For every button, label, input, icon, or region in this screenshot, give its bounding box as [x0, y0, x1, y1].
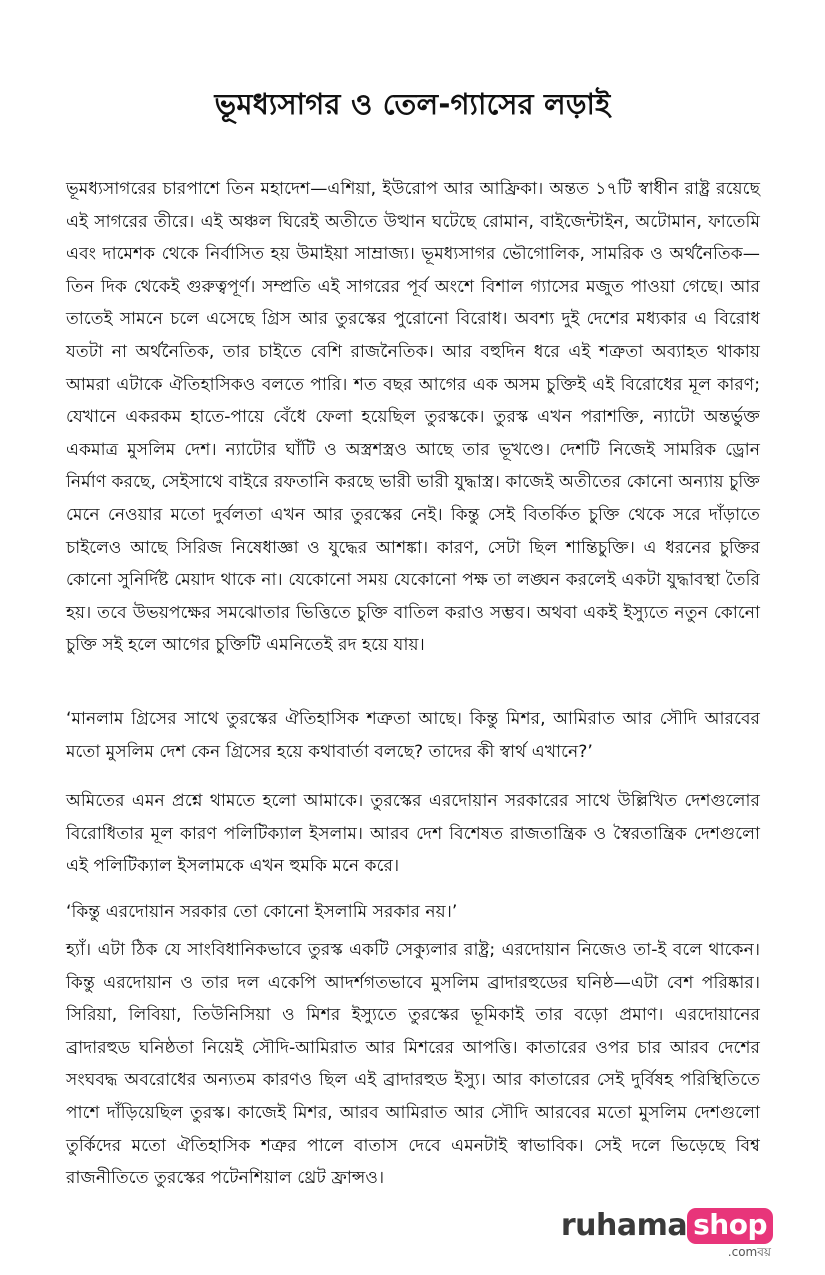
- page-title: ভূমধ্যসাগর ও তেল-গ্যাসের লড়াই: [214, 87, 611, 121]
- paragraph-5: হ্যাঁ। এটা ঠিক যে সাংবিধানিকভাবে তুরস্ক একটি সেক্যুলার রাষ্ট্র; এরদোয়ান নিজেও তা-ই বলে থাকেন। কিন্তু এরদোয়ান ও তার দল একেপি আদর্শগতভাবে মুসলিম ব্রাদারহুডের ঘনিষ্ঠ—এটা বেশ পরিষ্কার। সিরিয়া, লিবিয়া, তিউনিসিয়া ও মিশর ইস্যুতে তুরস্কের ভূমিকাই তার বড়ো প্রমাণ। এরদোয়ানের ব্রাদারহুড ঘনিষ্ঠতা নিয়েই সৌদি-আমিরাত আর মিশরের আপত্তি। কাতারের ওপর চার আরব দেশের সংঘবদ্ধ অবরোধের অন্যতম কারণও ছিল এই ব্রাদারহুড ইস্যু। আর কাতারের সেই দুর্বিষহ পরিস্থিতিতে পাশে দাঁড়িয়েছিল তুরস্ক। কাজেই মিশর, আরব আমিরাত আর সৌদি আরবের মতো মুসলিম দেশগুলো তুর্কিদের মতো ঐতিহাসিক শত্রুর পালে বাতাস দেবে এমনটাই স্বাভাবিক। সেই দলে ভিড়েছে বিশ্ব রাজনীতিতে তুরস্কের পটেনশিয়াল থ্রেট ফ্রান্সও।: [66, 940, 760, 1189]
- paragraph-2-quote: ‘মানলাম গ্রিসের সাথে তুরস্কের ঐতিহাসিক শত্রুতা আছে। কিন্তু মিশর, আমিরাত আর সৌদি আরবের মতো মুসলিম দেশ কেন গ্রিসের হয়ে কথাবার্তা বলছে? তাদের কী স্বার্থ এখানে?’: [66, 709, 760, 762]
- paragraph-4-quote: ‘কিন্তু এরদোয়ান সরকার তো কোনো ইসলামি সরকার নয়।’: [66, 902, 458, 922]
- ruhamashop-logo: [561, 1208, 773, 1258]
- logo-brand-text: ruhama: [560, 1208, 688, 1243]
- logo-shop-group: [687, 1208, 773, 1259]
- logo-shop-badge: shop: [687, 1208, 773, 1244]
- paragraph-3: অমিতের এমন প্রশ্নে থামতে হলো আমাকে। তুরস্কের এরদোয়ান সরকারের সাথে উল্লিখিত দেশগুলোর বিরোধিতার মূল কারণ পলিটিক্যাল ইসলাম। আরব দেশ বিশেষত রাজতান্ত্রিক ও স্বৈরতান্ত্রিক দেশগুলো এই পলিটিক্যাল ইসলামকে এখন হুমকি মনে করে।: [66, 791, 760, 877]
- logo-domain-text: .comবয়: [727, 1245, 771, 1259]
- paragraph-1: ভূমধ্যসাগরের চারপাশে তিন মহাদেশ—এশিয়া, ইউরোপ আর আফ্রিকা। অন্তত ১৭টি স্বাধীন রাষ্ট্র রয়েছে এই সাগরের তীরে। এই অঞ্চল ঘিরেই অতীতে উত্থান ঘটেছে রোমান, বাইজেন্টাইন, অটোমান, ফাতেমি এবং দামেশক থেকে নির্বাসিত হয় উমাইয়া সাম্রাজ্য। ভূমধ্যসাগর ভৌগোলিক, সামরিক ও অর্থনৈতিক—তিন দিক থেকেই গুরুত্বপূর্ণ। সম্প্রতি এই সাগরের পূর্ব অংশে বিশাল গ্যাসের মজুত পাওয়া গেছে। আর তাতেই সামনে চলে এসেছে গ্রিস আর তুরস্কের পুরোনো বিরোধ। অবশ্য দুই দেশের মধ্যকার এ বিরোধ যতটা না অর্থনৈতিক, তার চাইতে বেশি রাজনৈতিক। আর বহুদিন ধরে এই শত্রুতা অব্যাহত থাকায় আমরা এটাকে ঐতিহাসিকও বলতে পারি। শত বছর আগের এক অসম চুক্তিই এই বিরোধের মূল কারণ; যেখানে একরকম হাতে-পায়ে বেঁধে ফেলা হয়েছিল তুরস্ককে। তুরস্ক এখন পরাশক্তি, ন্যাটো অন্তর্ভুক্ত একমাত্র মুসলিম দেশ। ন্যাটোর ঘাঁটি ও অস্ত্রশস্ত্রও আছে তার ভূখণ্ডে। দেশটি নিজেই সামরিক ড্রোন নির্মাণ করছে, সেইসাথে বাইরে রফতানি করছে ভারী ভারী যুদ্ধাস্ত্র। কাজেই অতীতের কোনো অন্যায় চুক্তি মেনে নেওয়ার মতো দুর্বলতা এখন আর তুরস্কের নেই। কিন্তু সেই বিতর্কিত চুক্তি থেকে সরে দাঁড়াতে চাইলেও আছে সিরিজ নিষেধাজ্ঞা ও যুদ্ধের আশঙ্কা। কারণ, সেটা ছিল শান্তিচুক্তি। এ ধরনের চুক্তির কোনো সুনির্দিষ্ট মেয়াদ থাকে না। যেকোনো সময় যেকোনো পক্ষ তা লঙ্ঘন করলেই একটা যুদ্ধাবস্থা তৈরি হয়। তবে উভয়পক্ষের সমঝোতার ভিত্তিতে চুক্তি বাতিল করাও সম্ভব। অথবা একই ইস্যুতে নতুন কোনো চুক্তি সই হলে আগের চুক্তিটি এমনিতেই রদ হয়ে যায়।: [66, 179, 760, 656]
